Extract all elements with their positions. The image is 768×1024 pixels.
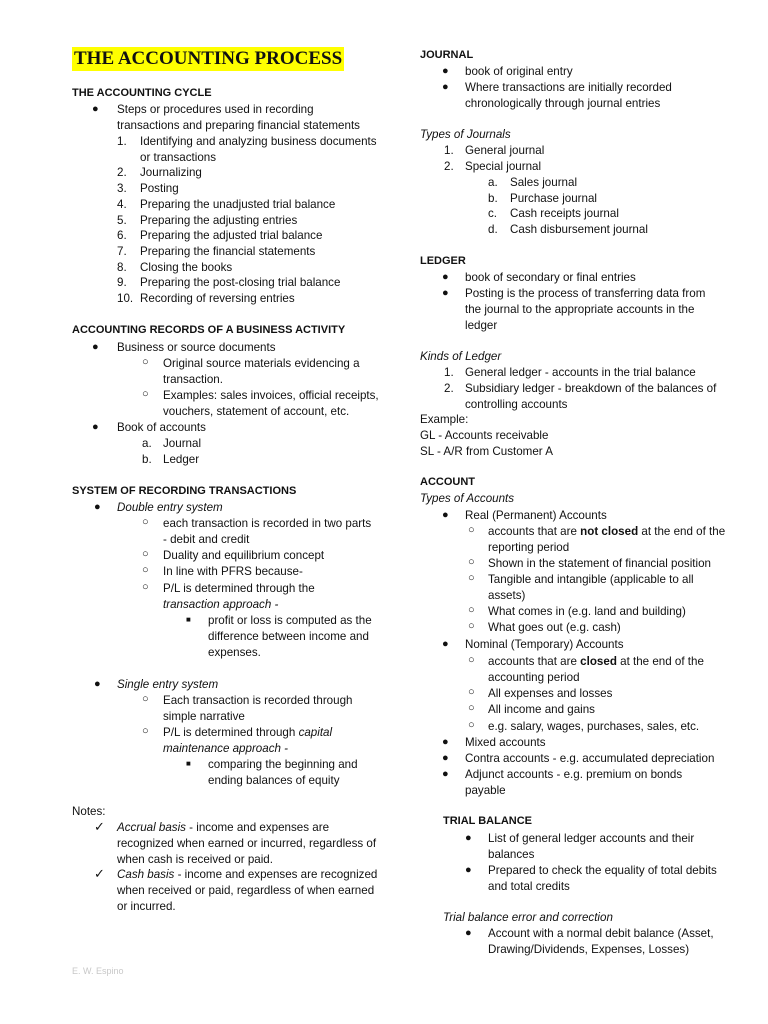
list-item: Each transaction is recorded through (163, 694, 353, 707)
list-marker: 6. (117, 229, 127, 243)
single-entry-label: Single entry system (117, 678, 219, 691)
example-line: SL - A/R from Customer A (420, 445, 553, 458)
list-marker: 9. (117, 276, 127, 290)
checkmark-icon: ✓ (94, 866, 105, 881)
list-item: Subsidiary ledger - breakdown of the balances of (465, 382, 717, 395)
list-marker: 1. (444, 366, 454, 379)
list-item: profit or loss is computed as the (208, 614, 372, 627)
bullet-icon: ● (92, 341, 99, 353)
list-item: chronologically through journal entries (465, 97, 661, 110)
list-item: accounts that are not closed at the end of the (488, 525, 726, 538)
list-item: Contra accounts - e.g. accumulated depreciation (465, 752, 715, 765)
bullet-icon: ● (94, 678, 101, 690)
bullet-icon: ● (465, 864, 472, 876)
list-marker: 2. (444, 382, 454, 395)
cycle-step: Preparing the financial statements (140, 244, 316, 258)
list-marker: 2. (117, 166, 127, 180)
list-item: What comes in (e.g. land and building) (488, 605, 686, 618)
list-marker: 1. (444, 144, 454, 157)
list-item: the journal to the appropriate accounts in the (465, 303, 695, 316)
list-marker: 7. (117, 244, 127, 258)
list-item: balances (488, 848, 535, 861)
list-item: Accrual basis - income and expenses are (117, 821, 330, 834)
list-item: General ledger - accounts in the trial balance (465, 366, 696, 379)
cycle-step: or transactions (140, 150, 217, 164)
cycle-step: Recording of reversing entries (140, 292, 295, 305)
list-item: each transaction is recorded in two parts (163, 517, 372, 530)
list-item: expenses. (208, 646, 261, 659)
list-item: Business or source documents (117, 341, 276, 354)
square-bullet-icon: ■ (186, 615, 191, 624)
kinds-ledger-label: Kinds of Ledger (420, 350, 502, 363)
list-item: P/L is determined through the (163, 582, 315, 595)
checkmark-icon: ✓ (94, 819, 105, 834)
list-item: when cash is received or paid. (117, 853, 273, 866)
list-item: Posting is the process of transferring data from (465, 287, 706, 300)
list-item: Duality and equilibrium concept (163, 549, 325, 562)
bullet-icon: ● (442, 509, 449, 521)
list-marker: 4. (117, 197, 127, 211)
list-item: P/L is determined through capital (163, 726, 333, 739)
example-line: Example: (420, 413, 469, 426)
hollow-bullet-icon: ○ (468, 686, 475, 698)
list-item: Book of accounts (117, 421, 206, 434)
list-marker: a. (488, 176, 498, 189)
cycle-step: Preparing the unadjusted trial balance (140, 197, 336, 211)
list-item: and total credits (488, 880, 570, 893)
list-item: transaction approach - (163, 598, 279, 611)
bullet-icon: ● (94, 501, 101, 513)
list-item: reporting period (488, 541, 570, 554)
hollow-bullet-icon: ○ (468, 719, 475, 731)
hollow-bullet-icon: ○ (142, 516, 149, 528)
heading-account: ACCOUNT (420, 476, 475, 488)
bullet-icon: ● (442, 271, 449, 283)
list-item: or incurred. (117, 900, 176, 913)
list-marker: c. (488, 207, 498, 220)
list-item: book of original entry (465, 65, 573, 78)
list-item: payable (465, 784, 506, 797)
cycle-step: Journalizing (140, 166, 202, 180)
list-item: ending balances of equity (208, 774, 340, 787)
cycle-step: Preparing the adjusted trial balance (140, 229, 323, 243)
list-item: maintenance approach - (163, 742, 289, 755)
list-item: comparing the beginning and (208, 758, 358, 771)
list-marker: 2. (444, 160, 454, 173)
list-item: - debit and credit (163, 533, 250, 546)
list-item: assets) (488, 589, 526, 602)
double-entry-label: Double entry system (117, 501, 223, 514)
list-item: recognized when earned or incurred, regardless of (117, 837, 377, 850)
square-bullet-icon: ■ (186, 759, 191, 768)
hollow-bullet-icon: ○ (142, 564, 149, 576)
hollow-bullet-icon: ○ (142, 693, 149, 705)
list-item: Prepared to check the equality of total debits (488, 864, 717, 877)
list-item: Adjunct accounts - e.g. premium on bonds (465, 768, 683, 781)
list-item: vouchers, statement of account, etc. (163, 405, 350, 418)
bullet-icon: ● (442, 287, 449, 299)
special-journal-item: Cash disbursement journal (510, 222, 648, 236)
list-item: ledger (465, 319, 498, 332)
cycle-step: Preparing the post-closing trial balance (140, 276, 341, 290)
list-item: controlling accounts (465, 398, 568, 411)
list-item: transaction. (163, 373, 223, 386)
list-item: Special journal (465, 160, 542, 173)
bullet-icon: ● (465, 832, 472, 844)
hollow-bullet-icon: ○ (142, 725, 149, 737)
list-item: Drawing/Dividends, Expenses, Losses) (488, 943, 690, 956)
list-marker: b. (488, 191, 498, 205)
bullet-icon: ● (92, 421, 99, 433)
list-item: Real (Permanent) Accounts (465, 509, 607, 522)
hollow-bullet-icon: ○ (468, 620, 475, 632)
list-marker: d. (488, 222, 498, 236)
cycle-step: Preparing the adjusting entries (140, 213, 298, 227)
notes-label: Notes: (72, 805, 106, 818)
list-marker: 1. (117, 135, 127, 148)
hollow-bullet-icon: ○ (142, 548, 149, 560)
cycle-description: transactions and preparing financial statements (117, 119, 360, 132)
hollow-bullet-icon: ○ (142, 356, 149, 368)
list-item: Nominal (Temporary) Accounts (465, 638, 624, 651)
list-item: Original source materials evidencing a (163, 357, 360, 370)
list-item: Journal (163, 437, 202, 450)
list-item: All income and gains (488, 703, 595, 716)
bullet-icon: ● (442, 65, 449, 77)
list-item: difference between income and (208, 630, 369, 643)
cycle-step: Posting (140, 182, 179, 196)
list-item: General journal (465, 144, 545, 157)
list-item: accounting period (488, 671, 580, 684)
list-marker: 10. (117, 292, 134, 305)
types-journals-label: Types of Journals (420, 128, 511, 141)
list-item: when received or paid, regardless of when earned (117, 884, 375, 897)
heading-trial-balance: TRIAL BALANCE (443, 815, 533, 827)
list-item: Mixed accounts (465, 736, 546, 749)
list-item: All expenses and losses (488, 687, 613, 700)
list-item: List of general ledger accounts and their (488, 832, 695, 845)
cycle-description: Steps or procedures used in recording (117, 103, 314, 116)
list-item: What goes out (e.g. cash) (488, 621, 621, 634)
list-item: book of secondary or final entries (465, 271, 636, 284)
heading-ledger: LEDGER (420, 255, 466, 267)
cycle-step: Closing the books (140, 260, 233, 274)
hollow-bullet-icon: ○ (468, 702, 475, 714)
list-item: Account with a normal debit balance (Asset, (488, 927, 714, 940)
hollow-bullet-icon: ○ (142, 581, 149, 593)
heading-accounting-cycle: THE ACCOUNTING CYCLE (72, 87, 212, 99)
list-item: In line with PFRS because- (163, 565, 303, 578)
list-item: accounts that are closed at the end of the (488, 655, 704, 668)
hollow-bullet-icon: ○ (468, 524, 475, 536)
heading-journal: JOURNAL (420, 49, 474, 61)
bullet-icon: ● (442, 81, 449, 93)
types-accounts-label: Types of Accounts (420, 492, 515, 505)
bullet-icon: ● (442, 752, 449, 764)
special-journal-item: Purchase journal (510, 191, 598, 205)
bullet-icon: ● (442, 768, 449, 780)
list-marker: 8. (117, 260, 127, 274)
heading-system-recording: SYSTEM OF RECORDING TRANSACTIONS (72, 485, 297, 497)
list-marker: b. (142, 453, 152, 466)
list-item: Cash basis - income and expenses are recognized (117, 868, 378, 881)
cycle-step: Identifying and analyzing business documents (140, 135, 377, 148)
list-marker: a. (142, 437, 152, 450)
example-line: GL - Accounts receivable (420, 429, 549, 442)
hollow-bullet-icon: ○ (468, 556, 475, 568)
hollow-bullet-icon: ○ (142, 388, 149, 400)
heading-accounting-records: ACCOUNTING RECORDS OF A BUSINESS ACTIVITY (72, 324, 346, 336)
hollow-bullet-icon: ○ (468, 654, 475, 666)
list-item: Ledger (163, 453, 200, 466)
bullet-icon: ● (465, 927, 472, 939)
page-title: THE ACCOUNTING PROCESS (74, 48, 343, 69)
bullet-icon: ● (442, 638, 449, 650)
bullet-icon: ● (442, 736, 449, 748)
list-marker: 3. (117, 182, 127, 196)
hollow-bullet-icon: ○ (468, 604, 475, 616)
special-journal-item: Cash receipts journal (510, 207, 619, 220)
list-marker: 5. (117, 213, 127, 227)
list-item: simple narrative (163, 710, 245, 723)
bullet-icon: ● (92, 103, 99, 115)
list-item: Shown in the statement of financial position (488, 557, 711, 570)
list-item: Examples: sales invoices, official receipts, (163, 389, 379, 402)
hollow-bullet-icon: ○ (468, 572, 475, 584)
list-item: e.g. salary, wages, purchases, sales, etc. (488, 720, 700, 733)
list-item: Where transactions are initially recorded (465, 81, 672, 94)
trial-balance-error-label: Trial balance error and correction (443, 911, 613, 924)
footer-author: E. W. Espino (72, 966, 124, 976)
list-item: Tangible and intangible (applicable to all (488, 573, 694, 586)
special-journal-item: Sales journal (510, 176, 578, 189)
